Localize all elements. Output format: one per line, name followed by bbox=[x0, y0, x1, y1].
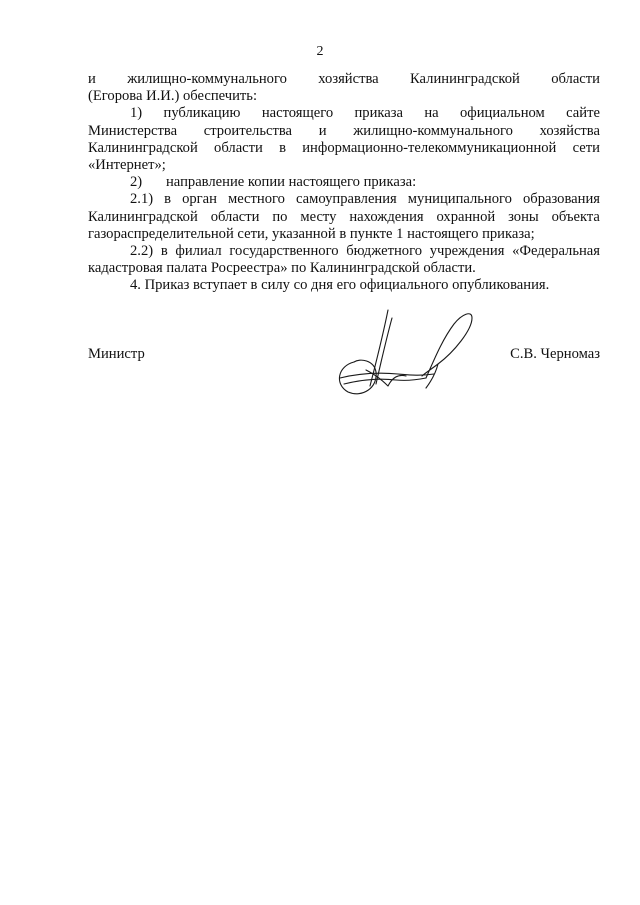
word: жилищно-коммунального bbox=[353, 122, 513, 139]
word: жилищно-коммунального bbox=[127, 71, 287, 87]
list-text: направление копии настоящего приказа: bbox=[166, 174, 417, 191]
text-line-8 bbox=[88, 191, 600, 208]
word: бюджетного bbox=[346, 242, 422, 259]
word: зоны bbox=[508, 208, 539, 225]
text-line-5 bbox=[88, 140, 600, 157]
word: самоуправления bbox=[295, 191, 397, 208]
text-line-10: газораспределительной сети, указанной в пункте 1 настоящего приказа; bbox=[88, 225, 535, 242]
word: и bbox=[318, 122, 327, 139]
text-line-1 bbox=[88, 71, 600, 88]
word: информационно-телекоммуникационной bbox=[302, 139, 557, 156]
text-line-7 bbox=[88, 174, 600, 191]
word: области bbox=[214, 139, 263, 156]
word: приказа bbox=[354, 105, 403, 122]
handwritten-signature bbox=[326, 300, 476, 410]
word: охранной bbox=[436, 208, 496, 225]
word: области bbox=[210, 208, 260, 225]
word: настоящего bbox=[261, 105, 334, 122]
word: и bbox=[88, 71, 96, 87]
word: в bbox=[164, 191, 172, 208]
word: «Федеральная bbox=[512, 242, 600, 259]
page-number: 2 bbox=[316, 44, 324, 59]
word: сайте bbox=[566, 105, 600, 122]
list-number: 2) bbox=[130, 174, 143, 191]
text-line-9 bbox=[88, 209, 600, 226]
word: нахождения bbox=[349, 208, 424, 225]
word: учреждения bbox=[429, 242, 505, 259]
text-line-12: кадастровая палата Росреестра» по Калининградской области. bbox=[88, 260, 476, 277]
word: объекта bbox=[551, 208, 600, 225]
text-line-3 bbox=[88, 105, 600, 122]
signatory-name: С.В. Черномаз bbox=[510, 346, 600, 362]
word: 2.1) bbox=[130, 191, 154, 208]
word: образования bbox=[522, 191, 600, 208]
word: официальном bbox=[459, 105, 545, 122]
word: государственного bbox=[229, 242, 339, 259]
text-line-4 bbox=[88, 123, 600, 140]
text-line-11 bbox=[88, 243, 600, 260]
word: орган bbox=[182, 191, 217, 208]
text-line-6: «Интернет»; bbox=[88, 156, 166, 173]
word: области bbox=[551, 71, 600, 87]
word: Калининградской bbox=[88, 139, 198, 156]
word: хозяйства bbox=[318, 71, 379, 87]
signatory-title: Министр bbox=[88, 346, 145, 362]
word: муниципального bbox=[407, 191, 512, 208]
text-line-13: 4. Приказ вступает в силу со дня его официального опубликования. bbox=[130, 277, 550, 294]
word: Калининградской bbox=[88, 208, 198, 225]
word: сети bbox=[572, 139, 600, 156]
word: в bbox=[160, 242, 168, 259]
word: филиал bbox=[175, 242, 222, 259]
word: публикацию bbox=[163, 105, 241, 122]
word: 1) bbox=[130, 105, 143, 122]
word: хозяйства bbox=[539, 122, 600, 139]
word: месту bbox=[300, 208, 337, 225]
word: по bbox=[272, 208, 288, 225]
word: 2.2) bbox=[130, 242, 154, 259]
word: на bbox=[424, 105, 439, 122]
word: в bbox=[279, 139, 286, 156]
document-body bbox=[88, 71, 600, 294]
word: местного bbox=[227, 191, 285, 208]
word: Калининградской bbox=[410, 71, 520, 87]
word: Министерства bbox=[88, 122, 178, 139]
text-line-2: (Егорова И.И.) обеспечить: bbox=[88, 88, 258, 105]
word: строительства bbox=[203, 122, 293, 139]
